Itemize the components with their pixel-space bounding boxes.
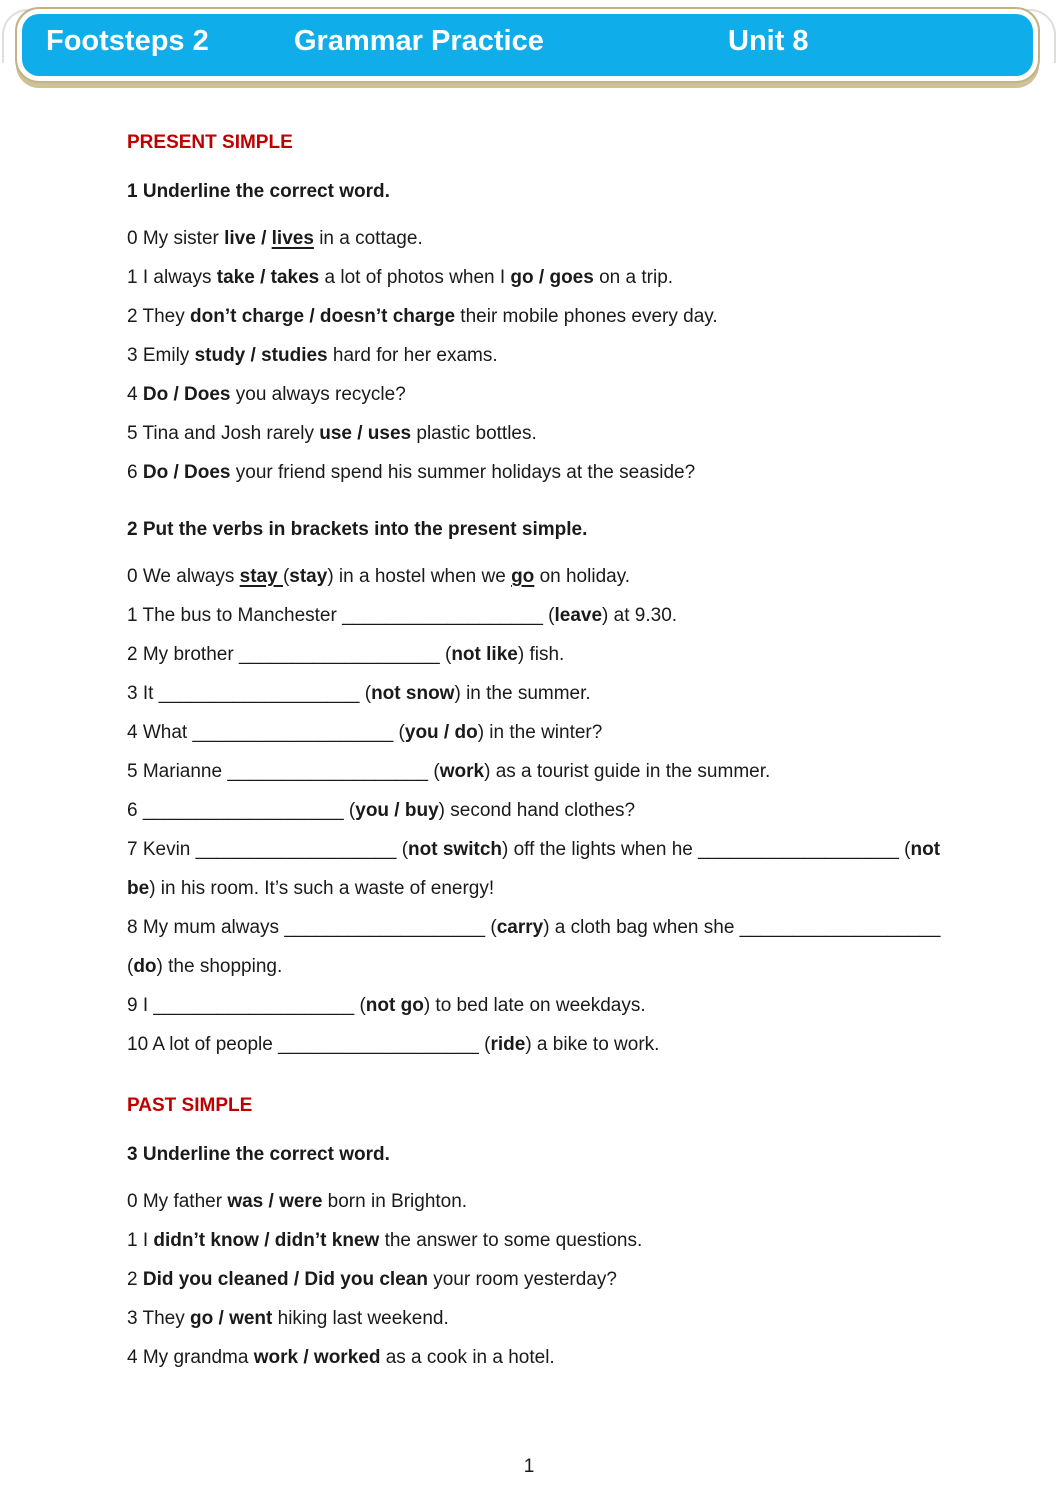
exercise-item [127, 713, 948, 752]
text-run: ) as a tourist guide in the summer. [484, 761, 771, 782]
text-run: leave [554, 605, 603, 626]
text-run: carry [496, 917, 544, 938]
exercise-item [127, 557, 948, 596]
text-run: ) in a hostel when we [327, 566, 512, 587]
text-run: ) the shopping. [156, 956, 283, 977]
exercise-item [127, 219, 948, 258]
text-run: ( [282, 566, 290, 587]
text-run: ) in his room. It’s such a waste of energy! [149, 878, 495, 899]
page-footer [0, 1456, 1058, 1478]
text-run: you / do [404, 722, 478, 743]
text-run: go [511, 566, 535, 587]
exercise-item [127, 830, 948, 908]
worksheet-section [127, 123, 948, 1064]
exercise-item [127, 752, 948, 791]
text-run: ( [393, 722, 405, 743]
exercise-item [127, 297, 948, 336]
exercise-item [127, 908, 948, 986]
exercise-item [127, 635, 948, 674]
text-run: ) in the summer. [454, 683, 591, 704]
exercise-title: 2 Put the verbs in brackets into the present simple. [127, 519, 588, 540]
text-run: ) second hand clothes? [438, 800, 636, 821]
exercise-item [127, 375, 948, 414]
text-run: 2 They [127, 306, 191, 327]
text-run: 4 My grandma [127, 1347, 254, 1368]
header-unit-label: Unit 8 [728, 25, 809, 57]
answer-blank: ___________________ [238, 644, 440, 665]
text-run: 5 Tina and Josh rarely [127, 423, 320, 444]
text-run: 1 I always [127, 267, 217, 288]
answer-blank: ___________________ [227, 761, 429, 782]
answer-blank: ___________________ [698, 839, 899, 860]
exercise-item [127, 791, 948, 830]
text-run: ( [396, 839, 409, 860]
text-run: you / buy [355, 800, 439, 821]
exercise-item [127, 986, 948, 1025]
text-run: was / were [227, 1191, 323, 1212]
text-run: Did you cleaned / Did you clean [142, 1269, 428, 1290]
text-run: hard for her exams. [327, 345, 498, 366]
answer-blank: ___________________ [284, 917, 486, 938]
page-number: 1 [523, 1456, 535, 1477]
text-run: not switch [408, 839, 502, 860]
text-run: work [439, 761, 485, 782]
text-run: take / takes [216, 267, 320, 288]
header-book-title: Footsteps 2 [46, 25, 209, 57]
text-run: go / goes [510, 267, 594, 288]
text-run: lives [271, 228, 314, 249]
text-run: ( [898, 839, 911, 860]
text-run: stay [289, 566, 328, 587]
answer-blank: ___________________ [192, 722, 394, 743]
text-run: 2 [127, 1269, 143, 1290]
text-run: plastic bottles. [411, 423, 537, 444]
text-run: you always recycle? [230, 384, 406, 405]
exercise-item [127, 674, 948, 713]
text-run: ( [359, 683, 372, 704]
text-run: born in Brighton. [322, 1191, 468, 1212]
section-heading: PRESENT SIMPLE [127, 132, 293, 153]
text-run: ) off the lights when he [502, 839, 699, 860]
exercise-title: 1 Underline the correct word. [127, 181, 390, 202]
text-run: Do / Does [142, 384, 231, 405]
text-run: 8 My mum always [127, 917, 285, 938]
text-run: Do / Does [142, 462, 231, 483]
exercise-item [127, 1260, 948, 1299]
text-run: ) a bike to work. [525, 1034, 660, 1055]
answer-blank: ___________________ [195, 839, 397, 860]
text-run: don’t charge / doesn’t charge [190, 306, 456, 327]
answer-blank: ___________________ [153, 995, 355, 1016]
text-run: your friend spend his summer holidays at the seaside? [230, 462, 696, 483]
answer-blank: ___________________ [158, 683, 360, 704]
text-run: 1 I [127, 1230, 154, 1251]
exercise-item [127, 453, 948, 492]
exercise-item [127, 1025, 948, 1064]
text-run: not [910, 839, 941, 860]
text-run: 3 They [127, 1308, 191, 1329]
text-run: ( [542, 605, 555, 626]
answer-blank: ___________________ [342, 605, 543, 626]
exercise [127, 1135, 948, 1377]
text-run: ) at 9.30. [602, 605, 678, 626]
text-run: study / studies [194, 345, 328, 366]
text-run: didn’t know / didn’t knew [153, 1230, 380, 1251]
text-run: ( [428, 761, 440, 782]
text-run: 4 [127, 384, 143, 405]
text-run: in a cottage. [313, 228, 423, 249]
text-run: ( [343, 800, 356, 821]
text-run: ) fish. [517, 644, 565, 665]
section-heading: PAST SIMPLE [127, 1095, 253, 1116]
exercise-item [127, 414, 948, 453]
text-run: their mobile phones every day. [455, 306, 718, 327]
text-run: ( [354, 995, 366, 1016]
text-run: ( [439, 644, 452, 665]
text-run: ( [478, 1034, 491, 1055]
text-run: not snow [371, 683, 455, 704]
text-run: 0 My sister [127, 228, 225, 249]
text-run: ( [485, 917, 497, 938]
text-run: ( [127, 956, 134, 977]
text-run: 0 My father [127, 1191, 228, 1212]
text-run: ) a cloth bag when she [543, 917, 740, 938]
exercise-item [127, 1221, 948, 1260]
answer-blank: ___________________ [739, 917, 941, 938]
text-run: a lot of photos when I [319, 267, 511, 288]
text-run: be [127, 878, 150, 899]
exercise-item [127, 1338, 948, 1377]
text-run: not like [451, 644, 518, 665]
exercise-item [127, 258, 948, 297]
header-bar [22, 14, 1033, 76]
text-run: live / [224, 228, 272, 249]
text-run: work / worked [253, 1347, 381, 1368]
text-run: 3 Emily [127, 345, 195, 366]
header-frame [15, 7, 1040, 83]
text-run: 6 [127, 800, 143, 821]
answer-blank: ___________________ [142, 800, 344, 821]
text-run: do [133, 956, 157, 977]
text-run: go / went [190, 1308, 273, 1329]
text-run: 7 Kevin [127, 839, 196, 860]
text-run: ride [490, 1034, 526, 1055]
exercise-item [127, 1299, 948, 1338]
text-run: 4 What [127, 722, 193, 743]
text-run: ) to bed late on weekdays. [423, 995, 646, 1016]
exercise [127, 510, 948, 1064]
text-run: the answer to some questions. [379, 1230, 643, 1251]
text-run: 6 [127, 462, 143, 483]
text-run: 9 I [127, 995, 154, 1016]
exercise-item [127, 336, 948, 375]
text-run: 3 It [127, 683, 159, 704]
header-doc-title: Grammar Practice [294, 25, 544, 57]
exercise-item [127, 1182, 948, 1221]
text-run: on holiday. [534, 566, 631, 587]
text-run: 10 A lot of people [127, 1034, 279, 1055]
worksheet-body [0, 83, 1058, 1377]
exercise-title: 3 Underline the correct word. [127, 1144, 390, 1165]
text-run: 5 Marianne [127, 761, 228, 782]
text-run: 2 My brother [127, 644, 239, 665]
exercise-item [127, 596, 948, 635]
text-run: ) in the winter? [477, 722, 603, 743]
text-run: on a trip. [593, 267, 674, 288]
text-run: 1 The bus to Manchester [127, 605, 343, 626]
exercise [127, 172, 948, 492]
answer-blank: ___________________ [278, 1034, 479, 1055]
text-run: use / uses [319, 423, 412, 444]
text-run: your room yesterday? [427, 1269, 617, 1290]
text-run: not go [365, 995, 424, 1016]
text-run: as a cook in a hotel. [380, 1347, 555, 1368]
text-run: hiking last weekend. [272, 1308, 449, 1329]
text-run: 0 We always [127, 566, 240, 587]
text-run: stay [239, 566, 283, 587]
worksheet-section [127, 1086, 948, 1377]
